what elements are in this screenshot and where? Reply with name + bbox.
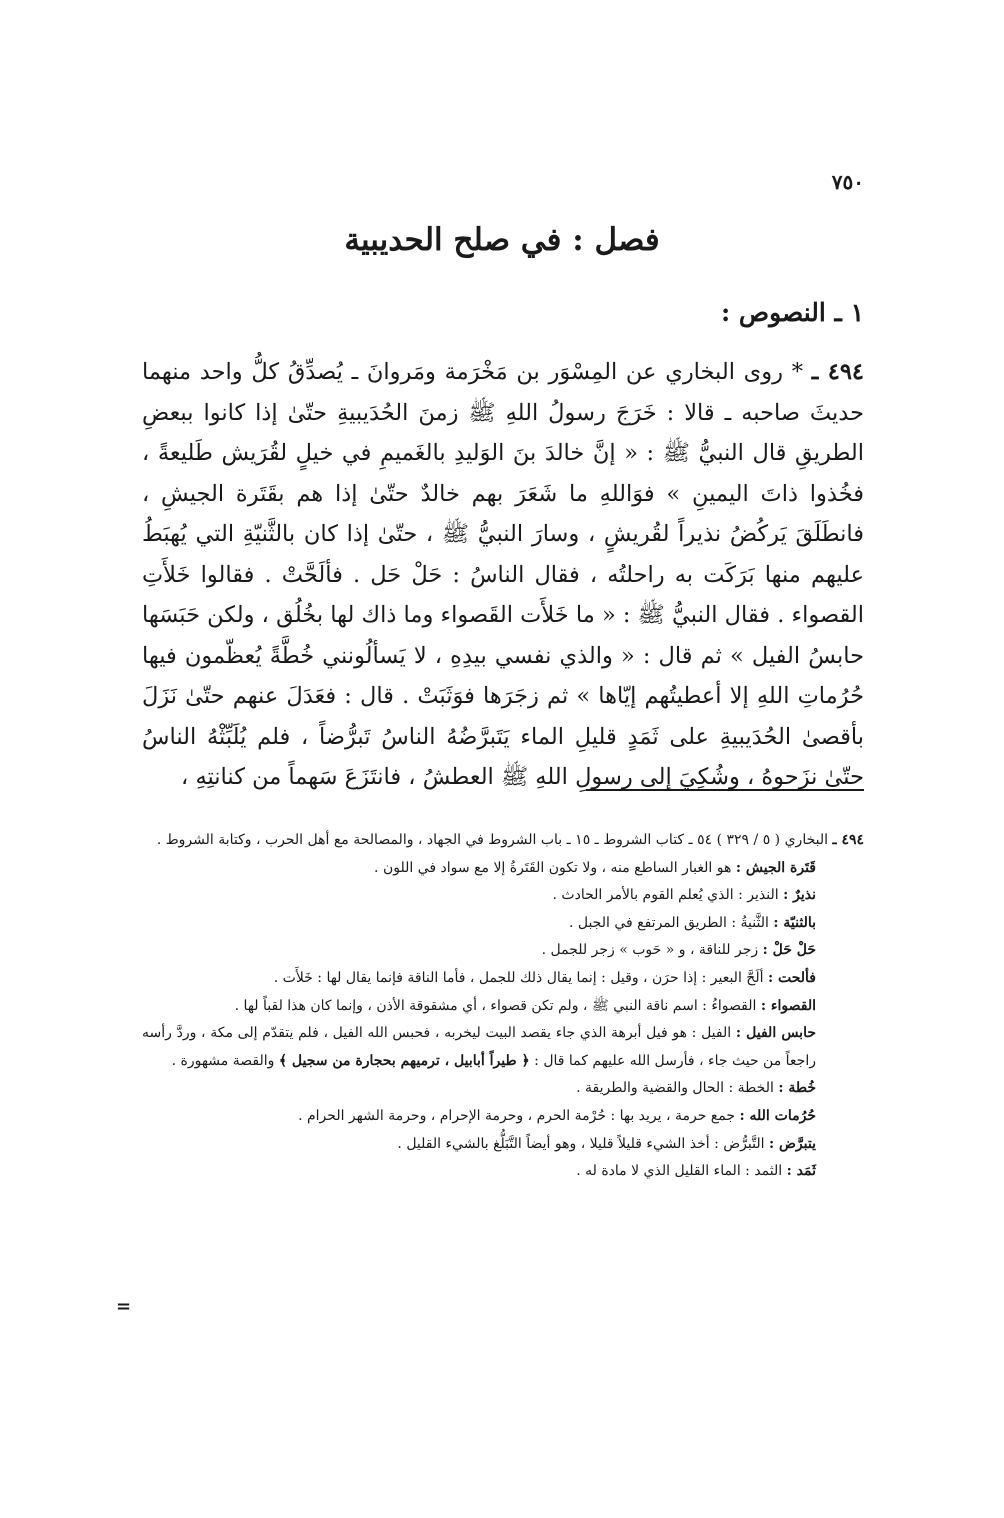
footnote-source [142,827,864,855]
gloss-term: ثَمَد : [786,1163,816,1180]
gloss-term: حُرُمات الله : [739,1107,816,1124]
footnote-separator [586,789,864,791]
hadith-body: * روى البخاري عن المِسْوَر بن مَخْرَمة ومَروانَ ـ يُصدِّقُ كلُّ واحد منهما حديثَ صاحبه ـ قالا : خَرَجَ رسولُ اللهِ ﷺ زمنَ الحُدَيبيةِ حتّىٰ إذا كانوا ببعضِ الطريقِ قال النبيُّ ﷺ : « إنَّ خالدَ بنَ الوَليدِ بالغَميمِ في خيلٍ لقُرَيش طَليعةً ، فخُذوا ذاتَ اليمينِ » فوَاللهِ ما شَعَرَ بهم خالدٌ حتّىٰ إذا هم بقَتَرة الجيشِ ، فانطَلَقَ يَركُضُ نذيراً لقُريشٍ ، وسارَ النبيُّ ﷺ ، حتّىٰ إذا كان بالثَّنيّةِ التي يُهبَطُ عليهم منها بَرَكَت به راحلتُه ، فقال الناسُ : حَلْ حَل . فألَحَّتْ . فقالوا خَلأَتِ القصواء . فقال النبيُّ ﷺ : « ما خَلأَت القَصواء وما ذاك لها بخُلُق ، ولكن حَبَسَها حابسُ الفيل » ثم قال : « والذي نفسي بيدِهِ ، لا يَسألُونني خُطَّةً يُعظّمون فيها حُرُماتِ اللهِ إلا أعطيتُهم إيّاها » ثم زجَرَها فوَثَبَتْ . قال : فعَدَلَ عنهم حتّىٰ نَزَلَ بأقصىٰ الحُدَيبيةِ على ثَمَدٍ قليلِ الماء يَتَبرَّضُهُ الناسُ تَبرُّضاً ، فلم يُلَبِّثْهُ الناسُ حتّىٰ نزَحوهُ ، وشُكِيَ إلى رسولِ اللهِ ﷺ العطشُ ، فانتَزَعَ سَهماً من كنانتِهِ ، [142,359,864,790]
page-number: ٧٥٠ [831,170,864,194]
quran-quote: ﴿ طيراً أبابيل ، ترميهم بحجارة من سجيل ﴾ [278,1052,530,1069]
gloss-term: خُطة : [778,1080,816,1097]
gloss-habis-al-fil [142,1020,864,1075]
gloss-hal [142,937,864,965]
margin-mark: = [116,1296,132,1317]
gloss-term: حابس الفيل : [735,1025,816,1042]
gloss-thaniyya [142,910,864,938]
hadith-number: ٤٩٤ ـ [811,359,864,385]
gloss-text: ألَحَّ البعير : إذا حرَن ، وقيل : إنما يقال ذلك للجمل ، فأما الناقة فإنما يقال لها : خَلأَت . [273,969,764,986]
gloss-term: نذيرٌ : [783,887,816,904]
gloss-term: حَلْ حَلْ : [762,942,816,959]
hadith-paragraph [142,352,864,798]
gloss-term: قَتَرة الجيش : [735,859,816,876]
gloss-tabarrud [142,1131,864,1159]
gloss-qatara [142,855,864,883]
gloss-text-after: والقصة مشهورة . [171,1052,275,1069]
gloss-text: زجر للناقة ، و « حَوب » زجر للجمل . [541,942,759,959]
gloss-term: يتبرَّض : [768,1135,816,1152]
gloss-text: جمع حرمة ، يريد بها : حُرْمة الحرم ، وحرمة الإحرام ، وحرمة الشهر الحرام . [298,1107,735,1124]
gloss-nadhir [142,882,864,910]
footnote-number: ٤٩٤ ـ [832,832,864,848]
gloss-khutta [142,1075,864,1103]
chapter-title: فصل : في صلح الحديبية [344,222,660,258]
footnote-source-text: البخاري ( ٥ / ٣٢٩ ) ٥٤ ـ كتاب الشروط ـ ١٥ ـ باب الشروط في الجهاد ، والمصالحة مع أهل الحرب ، وكتابة الشروط . [156,832,828,848]
gloss-thamad [142,1158,864,1186]
gloss-text: هو الغبار الساطع منه ، ولا تكون القَتَرةُ إلا مع سواد في اللون . [374,859,732,876]
gloss-qaswa [142,993,864,1021]
gloss-alahhat [142,965,864,993]
gloss-text: النذير : الذي يُعلم القوم بالأمر الحادث . [552,887,779,904]
footnotes [142,827,864,1186]
gloss-text: الفيل : هو فيل أبرهة الذي جاء يقصد البيت ليخربه ، فحبس الله الفيل ، فلم يتقدّم إلى مكة ، وردَّ رأسه راجعاً من حيث جاء ، فأرسل الله عليهم كما قال : [142,1025,816,1069]
gloss-hurumat [142,1103,864,1131]
gloss-text: التَّبرُّض : أخذ الشيء قليلاً قليلا ، وهو أيضاً التَّبَلُّغ بالشيء القليل . [397,1135,765,1152]
hadith-text [142,352,864,798]
gloss-term: فألحت : [767,969,816,986]
gloss-term: القصواء : [760,997,816,1014]
gloss-text: الثمد : الماء القليل الذي لا مادة له . [576,1163,783,1180]
gloss-text: الخطة : الحال والقضية والطريقة . [576,1080,774,1097]
gloss-term: بالثنيّة : [773,914,816,931]
gloss-text: القصواءُ : اسم ناقة النبي ﷺ ، ولم تكن قصواء ، أي مشقوقة الأذن ، وإنما كان هذا لقباً لها . [234,997,757,1014]
section-heading: ١ ـ النصوص : [720,298,864,327]
gloss-text: الثَّنيةُ : الطريق المرتفع في الجبل . [568,914,769,931]
